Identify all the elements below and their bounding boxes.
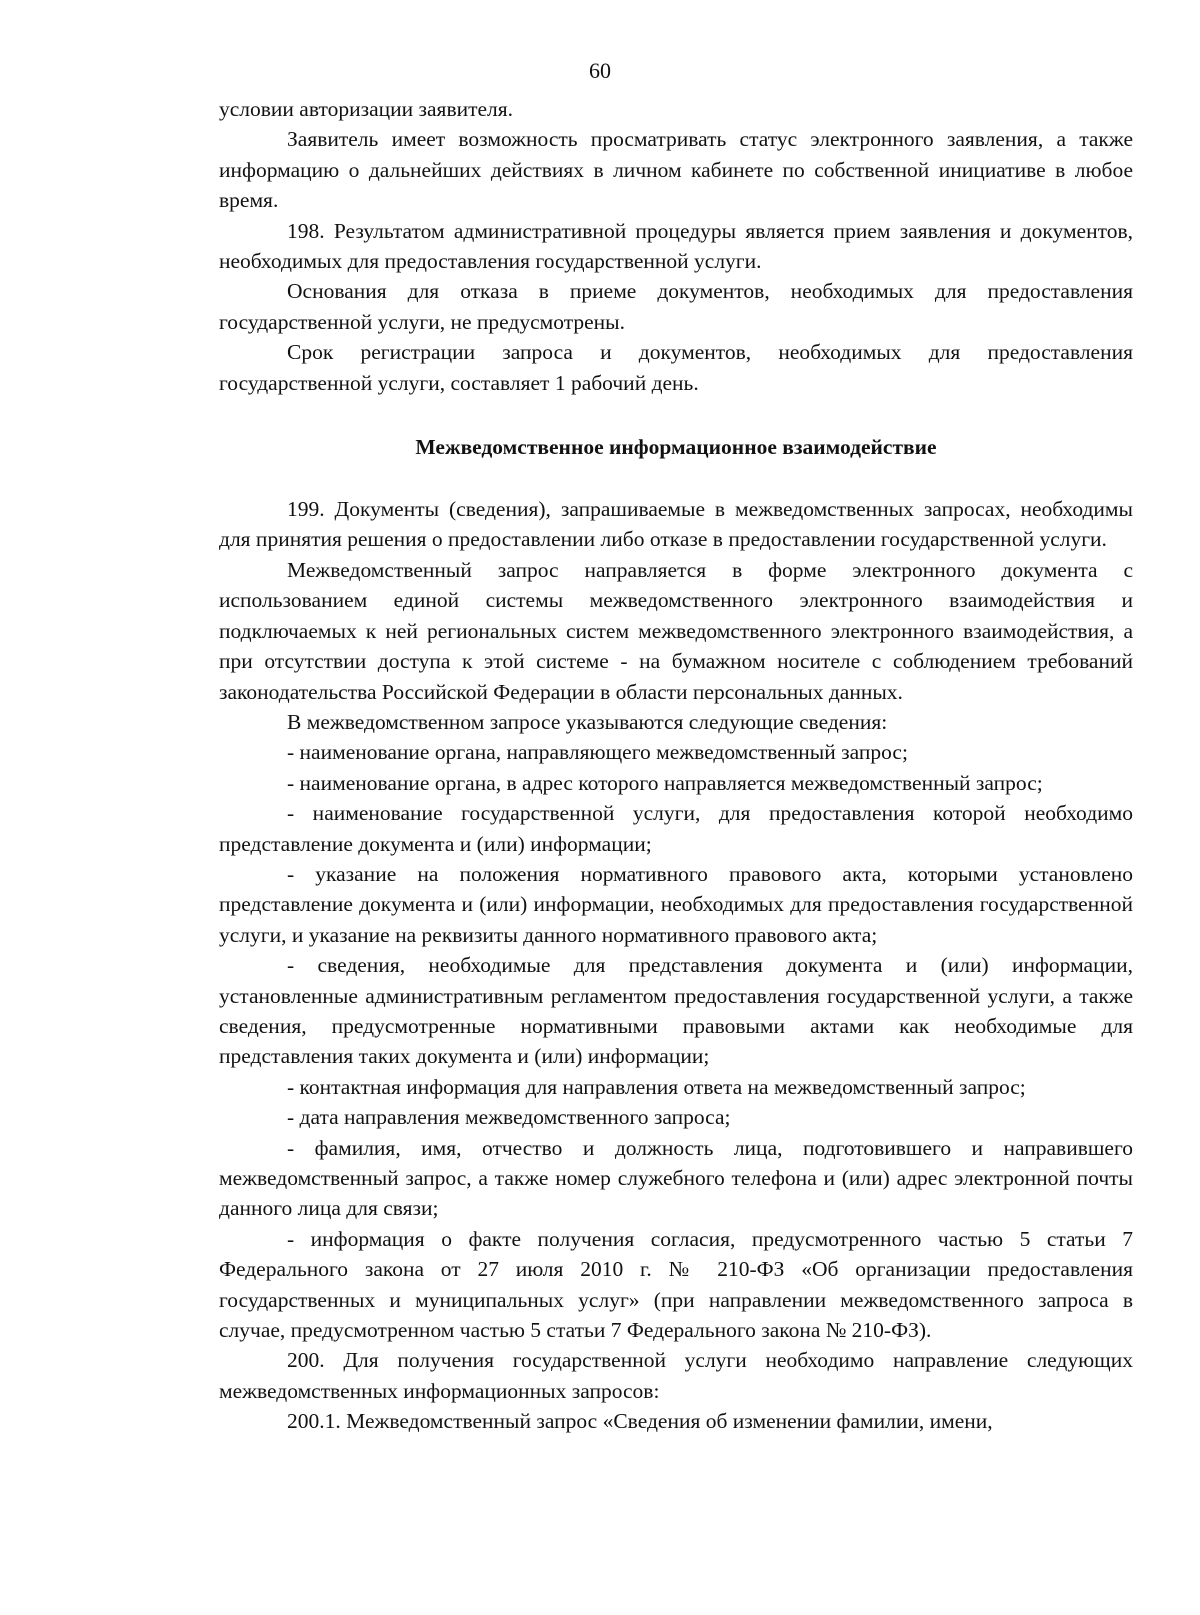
paragraph-authorization-end: условии авторизации заявителя. [219,97,514,121]
paragraph-request-contents-intro: В межведомственном запросе указываются следующие сведения: [287,709,888,734]
paragraph-registration-term: Срок регистрации запроса и документов, необходимых для предоставления государственной услуги, составляет 1 рабочий день. [219,340,1133,395]
paragraph-200-requests: 200. Для получения государственной услуги необходимо направление следующих межведомственных информационных запросов: [219,1348,1133,1403]
paragraph-status-view: Заявитель имеет возможность просматривать статус электронного заявления, а также информацию о дальнейших действиях в личном кабинете по собственной инициативе в любое время. [219,127,1133,213]
paragraph-198-result: 198. Результатом административной процедуры является прием заявления и документов, необходимых для предоставления государственной услуги. [219,218,1133,274]
list-item-service-name: - наименование государственной услуги, для предоставления которой необходимо представление документа и (или) информации; [219,801,1133,856]
list-item-consent-info: - информация о факте получения согласия, предусмотренного частью 5 статьи 7 Федерального закона от 27 июля 2010 г. № 210-ФЗ «Об организации предоставления государственных и муниципальных услуг» (при направлении межведомственного запроса в случае, предусмотренном частью 5 статьи 7 Федерального закона № 210-ФЗ). [219,1226,1133,1343]
list-item-sender-name: - наименование органа, направляющего межведомственный запрос; [287,740,908,765]
paragraph-200-1-request: 200.1. Межведомственный запрос «Сведения об изменении фамилии, имени, [287,1409,993,1434]
section-heading: Межведомственное информационное взаимодействие [415,435,937,460]
list-item-legal-act-reference: - указание на положения нормативного правового акта, которыми установлено представление документа и (или) информации, необходимых для предоставления государственной услуги, и указание на реквизиты данного нормативного правового акта; [219,861,1133,947]
list-item-responsible-person: - фамилия, имя, отчество и должность лица, подготовившего и направившего межведомственный запрос, а также номер служебного телефона и (или) адрес электронной почты данного лица для связи; [219,1135,1133,1221]
paragraph-request-form: Межведомственный запрос направляется в форме электронного документа с использованием единой системы межведомственного электронного взаимодействия и подключаемых к ней региональных систем межведомственного электронного взаимодействия, а при отсутствии доступа к этой системе - на бумажном носителе с соблюдением требований законодательства Российской Федерации в области персональных данных. [219,557,1133,704]
page-number: 60 [589,58,611,83]
list-item-request-date: - дата направления межведомственного запроса; [287,1105,731,1130]
list-item-required-information: - сведения, необходимые для представления документа и (или) информации, установленные административным регламентом предоставления государственной услуги, а также сведения, предусмотренные нормативными правовыми актами как необходимые для представления таких документа и (или) информации; [219,953,1133,1069]
document-body [219,94,1133,1437]
paragraph-refusal-grounds: Основания для отказа в приеме документов, необходимых для предоставления государственной услуги, не предусмотрены. [219,279,1133,334]
list-item-contact-info: - контактная информация для направления ответа на межведомственный запрос; [287,1074,1026,1099]
list-item-recipient-name: - наименование органа, в адрес которого направляется межведомственный запрос; [287,770,1043,795]
paragraph-199-documents: 199. Документы (сведения), запрашиваемые в межведомственных запросах, необходимы для принятия решения о предоставлении либо отказе в предоставлении государственной услуги. [219,497,1133,552]
